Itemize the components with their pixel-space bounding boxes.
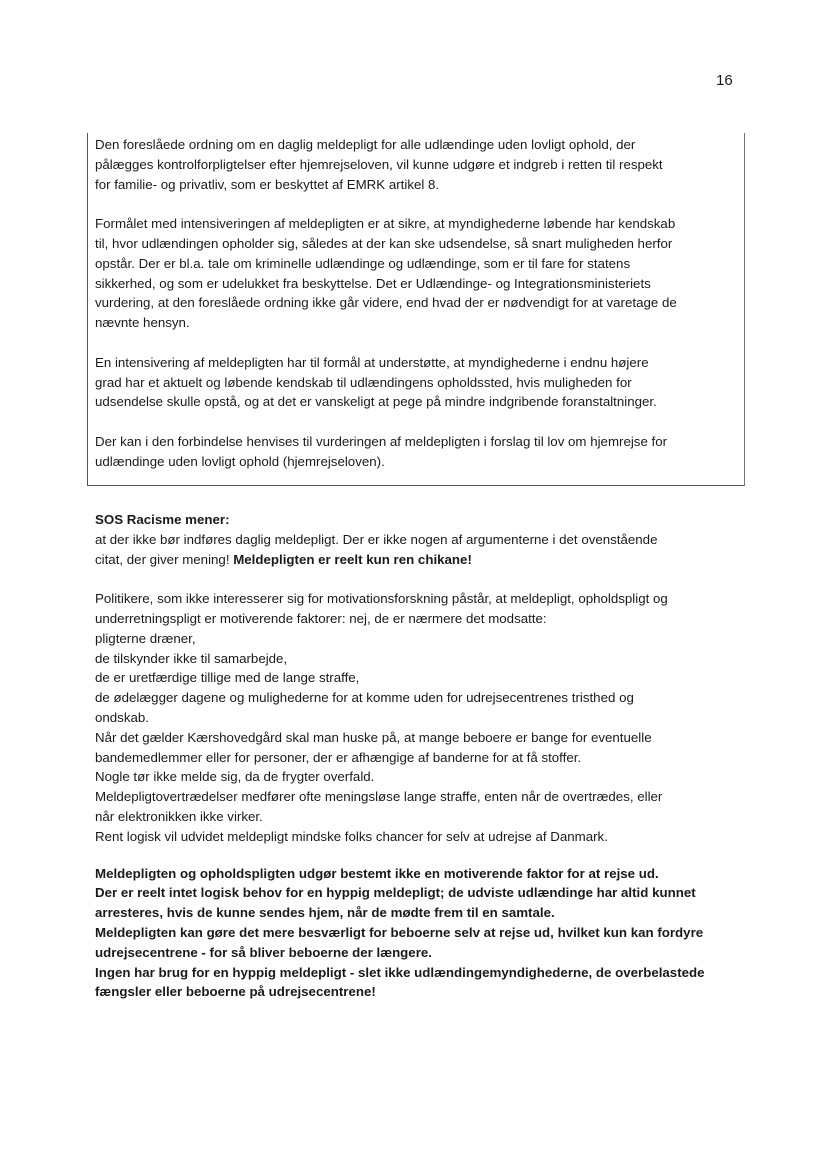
opinion-line: de tilskynder ikke til samarbejde, — [95, 650, 288, 666]
conclusion-lines — [95, 864, 705, 1003]
opinion-heading — [95, 510, 705, 530]
opinion-line: ondskab. — [95, 709, 149, 725]
opinion-heading-text: SOS Racisme mener: — [95, 512, 230, 527]
opinion-section — [95, 510, 705, 1002]
opinion-line: underretningspligt er motiverende faktorer: nej, de er nærmere det modsatte: — [95, 610, 547, 626]
opinion-line: når elektronikken ikke virker. — [95, 808, 263, 824]
opinion-line-regular: citat, der giver mening! — [95, 551, 234, 567]
opinion-line: pligterne dræner, — [95, 630, 196, 646]
quote-line: nævnte hensyn. — [95, 315, 190, 331]
opinion-line: bandemedlemmer eller for personer, der er afhængige af banderne for at få stoffer. — [95, 749, 582, 765]
quote-line: for familie- og privatliv, som er beskyttet af EMRK artikel 8. — [95, 176, 440, 192]
conclusion-line: Meldepligten og opholdspligten udgør bestemt ikke en motiverende faktor for at rejse ud. — [95, 865, 659, 881]
conclusion-line: Meldepligten kan gøre det mere besværligt for beboerne selv at rejse ud, hvilket kun kan fordyre — [95, 924, 704, 940]
quote-line: udsendelse skulle opstå, og at det er vanskeligt at pege på mindre indgribende foranstaltninger. — [95, 394, 657, 410]
quote-line: Der kan i den forbindelse henvises til vurderingen af meldepligten i forslag til lov om hjemrejse for — [95, 433, 668, 449]
conclusion-line: Ingen har brug for en hyppig meldepligt - slet ikke udlændingemyndighederne, de overbelastede — [95, 964, 705, 980]
opinion-line: de ødelægger dagene og mulighederne for at komme uden for udrejsecentrenes tristhed og — [95, 690, 634, 706]
quote-line: pålægges kontrolforpligtelser efter hjemrejseloven, vil kunne udgøre et indgreb i retten til respekt — [95, 156, 663, 172]
page-number: 16 — [716, 72, 733, 89]
quote-line: opstår. Der er bl.a. tale om kriminelle udlændinge og udlændinge, som er til fare for statens — [95, 255, 631, 271]
conclusion-line: arresteres, hvis de kunne sendes hjem, når de mødte frem til en samtale. — [95, 905, 555, 921]
opinion-line — [95, 550, 705, 570]
opinion-line: de er uretfærdige tillige med de lange straffe, — [95, 670, 360, 686]
conclusion-line: fængsler eller beboerne på udrejsecentrene! — [95, 984, 376, 1000]
opinion-line: Rent logisk vil udvidet meldepligt mindske folks chancer for selv at udrejse af Danmark. — [95, 828, 608, 844]
conclusion-line: udrejsecentrene - for så bliver beboerne der længere. — [95, 944, 432, 960]
quote-line: grad har et aktuelt og løbende kendskab til udlændingens opholdssted, hvis muligheden for — [95, 374, 632, 390]
opinion-line: Politikere, som ikke interesserer sig for motivationsforskning påstår, at meldepligt, opholdspligt og — [95, 591, 668, 607]
quote-line: En intensivering af meldepligten har til formål at understøtte, at myndighederne i endnu højere — [95, 354, 649, 370]
opinion-line: Når det gælder Kærshovedgård skal man huske på, at mange beboere er bange for eventuelle — [95, 729, 652, 745]
opinion-line: Nogle tør ikke melde sig, da de frygter overfald. — [95, 769, 375, 785]
quote-line: udlændinge uden lovligt ophold (hjemrejseloven). — [95, 453, 385, 469]
argument-lines — [95, 589, 705, 846]
conclusion-line: Der er reelt intet logisk behov for en hyppig meldepligt; de udviste udlændinge har altid kunnet — [95, 885, 696, 901]
quote-line: Formålet med intensiveringen af meldepligten er at sikre, at myndighederne løbende har kendskab — [95, 216, 676, 232]
opinion-line: Meldepligtovertrædelser medfører ofte meningsløse lange straffe, enten når de overtrædes, eller — [95, 789, 663, 805]
quote-line: sikkerhed, og som er udelukket fra beskyttelse. Det er Udlændinge- og Integrationsministeriets — [95, 275, 651, 291]
quote-line: til, hvor udlændingen opholder sig, således at der kan ske udsendelse, så snart muligheden herfor — [95, 235, 673, 251]
quote-text — [95, 135, 677, 472]
opinion-line-bold: Meldepligten er reelt kun ren chikane! — [233, 551, 472, 567]
opinion-line: at der ikke bør indføres daglig meldepligt. Der er ikke nogen af argumenterne i det ovenstående — [95, 531, 658, 547]
quote-line: vurdering, at den foreslåede ordning ikke går videre, end hvad der er nødvendigt for at varetage de — [95, 295, 677, 311]
quote-line: Den foreslåede ordning om en daglig meldepligt for alle udlændinge uden lovligt ophold, der — [95, 137, 636, 152]
